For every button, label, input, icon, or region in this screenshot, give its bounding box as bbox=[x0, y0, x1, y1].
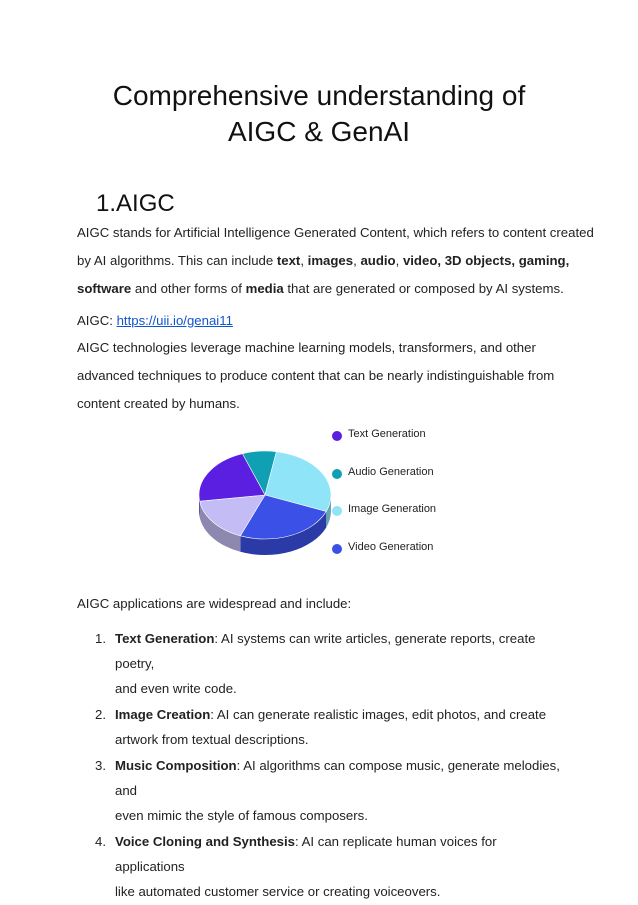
legend-swatch bbox=[332, 469, 342, 479]
para1-sep: , bbox=[353, 253, 361, 268]
legend-swatch bbox=[332, 506, 342, 516]
para2-line: content created by humans. bbox=[77, 396, 240, 411]
link-label: AIGC: bbox=[77, 313, 117, 328]
bold-media: media bbox=[245, 281, 284, 296]
technologies-paragraph bbox=[77, 334, 597, 418]
applications-intro: AIGC applications are widespread and include: bbox=[77, 596, 352, 611]
para1-sep: , bbox=[395, 253, 403, 268]
page-title-line-2: AIGC & GenAI bbox=[227, 116, 411, 147]
bold-audio: audio bbox=[360, 253, 396, 268]
bold-images: images bbox=[307, 253, 354, 268]
legend-item bbox=[332, 466, 436, 504]
chart-legend bbox=[332, 428, 436, 578]
genai-link[interactable]: https://uii.io/genai11 bbox=[116, 313, 233, 328]
legend-item bbox=[332, 541, 436, 579]
legend-swatch bbox=[332, 431, 342, 441]
list-item bbox=[77, 626, 567, 701]
list-item-title: Text Generation bbox=[115, 631, 215, 646]
list-number: 2. bbox=[95, 707, 106, 722]
link-line bbox=[77, 307, 577, 335]
legend-label: Image Generation bbox=[348, 503, 437, 515]
list-number: 1. bbox=[95, 631, 106, 646]
bold-text: text bbox=[276, 253, 301, 268]
list-item-text: : AI can generate realistic images, edit photos, and create bbox=[210, 707, 547, 722]
legend-swatch bbox=[332, 544, 342, 554]
list-item-text: : AI can replicate human voices for applications bbox=[115, 834, 497, 874]
list-item-title: Music Composition bbox=[115, 758, 237, 773]
list-number: 3. bbox=[95, 758, 106, 773]
bold-software: software bbox=[77, 281, 132, 296]
list-number: 4. bbox=[95, 834, 106, 849]
legend-item bbox=[332, 428, 436, 466]
legend-label: Video Generation bbox=[348, 540, 434, 553]
list-item bbox=[77, 753, 567, 828]
list-item-text: and even write code. bbox=[115, 681, 237, 696]
list-item-text: : AI algorithms can compose music, generate melodies, and bbox=[115, 758, 560, 798]
para1-text: and other forms of bbox=[131, 281, 246, 296]
list-item bbox=[77, 702, 567, 752]
section-heading: 1.AIGC bbox=[96, 190, 175, 217]
list-item-text: like automated customer service or creating voiceovers. bbox=[115, 884, 441, 899]
list-item-text: even mimic the style of famous composers. bbox=[115, 808, 368, 823]
page-title-line-1: Comprehensive understanding of bbox=[112, 80, 526, 111]
list-item-title: Voice Cloning and Synthesis bbox=[115, 834, 296, 849]
para1-text: by AI algorithms. This can include bbox=[77, 253, 277, 268]
list-item bbox=[77, 829, 567, 904]
legend-label: Text Generation bbox=[348, 428, 426, 440]
list-item-text: artwork from textual descriptions. bbox=[115, 732, 309, 747]
list-item-title: Image Creation bbox=[115, 707, 211, 722]
bold-video: video, 3D objects, gaming, bbox=[402, 253, 570, 268]
legend-item bbox=[332, 503, 436, 541]
legend-label: Audio Generation bbox=[348, 465, 434, 478]
applications-list bbox=[77, 626, 567, 905]
pie-slices bbox=[199, 451, 331, 539]
para1-line1: AIGC stands for Artificial Intelligence Generated Content, which refers to content created bbox=[77, 225, 594, 240]
para2-line: AIGC technologies leverage machine learning models, transformers, and other bbox=[77, 340, 536, 355]
para2-line: advanced techniques to produce content that can be nearly indistinguishable from bbox=[77, 368, 555, 383]
para1-sep: , bbox=[300, 253, 308, 268]
aigc-definition-paragraph bbox=[77, 219, 597, 303]
list-item-text: : AI systems can write articles, generate reports, create poetry, bbox=[115, 631, 536, 671]
para1-text: that are generated or composed by AI systems. bbox=[283, 281, 564, 296]
